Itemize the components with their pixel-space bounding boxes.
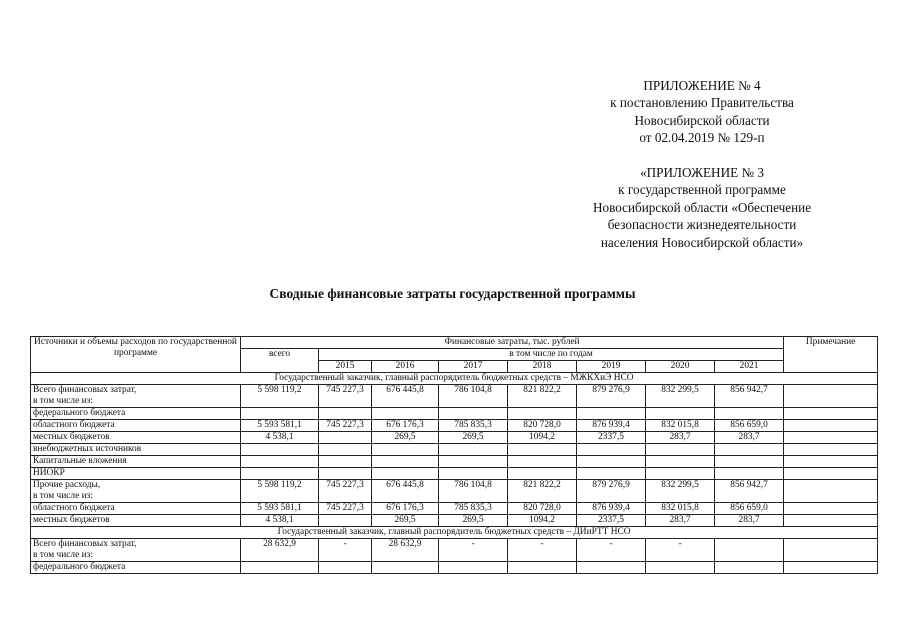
cell-note — [784, 432, 878, 444]
cell-v2018: 820 728,0 — [508, 503, 577, 515]
cell-v2019 — [577, 562, 646, 574]
cell-v2017: 786 104,8 — [439, 385, 508, 408]
cell-v2018: 1094,2 — [508, 432, 577, 444]
table-row — [31, 515, 878, 527]
cell-v2016: 269,5 — [372, 432, 439, 444]
cell-v2021: 283,7 — [715, 515, 784, 527]
row-label: местных бюджетов — [31, 432, 241, 444]
cell-note — [784, 480, 878, 503]
cell-v2020: 283,7 — [646, 515, 715, 527]
table-row — [31, 456, 878, 468]
cell-v2021: 856 659,0 — [715, 503, 784, 515]
cell-v2018 — [508, 468, 577, 480]
cell-v2015: 745 227,3 — [319, 420, 372, 432]
row-label: федерального бюджета — [31, 408, 241, 420]
cell-v2017: 785 835,3 — [439, 503, 508, 515]
section-title: Государственный заказчик, главный распорядитель бюджетных средств – МЖКХиЭ НСО — [31, 373, 878, 385]
cell-v2017 — [439, 444, 508, 456]
cell-note — [784, 408, 878, 420]
cell-total — [241, 456, 319, 468]
cell-v2017: 269,5 — [439, 432, 508, 444]
cell-note — [784, 444, 878, 456]
cell-v2019: 876 939,4 — [577, 420, 646, 432]
cell-v2021: 856 942,7 — [715, 480, 784, 503]
cell-v2018: - — [508, 539, 577, 562]
cell-v2021: 283,7 — [715, 432, 784, 444]
cell-total: 4 538,1 — [241, 515, 319, 527]
document-title: Сводные финансовые затраты государственной программы — [269, 286, 636, 301]
cell-v2015: 745 227,3 — [319, 385, 372, 408]
cell-v2019 — [577, 408, 646, 420]
cell-v2016: 676 176,3 — [372, 503, 439, 515]
row-label: Всего финансовых затрат, в том числе из: — [31, 385, 241, 408]
cell-v2015: 745 227,3 — [319, 480, 372, 503]
row-label: Всего финансовых затрат, в том числе из: — [31, 539, 241, 562]
cell-v2015: - — [319, 539, 372, 562]
row-label: Прочие расходы, в том числе из: — [31, 480, 241, 503]
table-row — [31, 408, 878, 420]
cell-v2020 — [646, 562, 715, 574]
cell-v2017: 269,5 — [439, 515, 508, 527]
cell-v2019: 879 276,9 — [577, 480, 646, 503]
cell-v2017 — [439, 456, 508, 468]
cell-v2019 — [577, 456, 646, 468]
cell-v2019: - — [577, 539, 646, 562]
cell-v2018: 820 728,0 — [508, 420, 577, 432]
cell-v2015: 745 227,3 — [319, 503, 372, 515]
table-row — [31, 385, 878, 408]
col-header-year: 2015 — [319, 361, 372, 373]
financial-table — [30, 336, 878, 574]
table-row — [31, 444, 878, 456]
cell-v2016: 676 176,3 — [372, 420, 439, 432]
header-line: к постановлению Правительства — [610, 95, 794, 111]
cell-v2021 — [715, 539, 784, 562]
cell-v2018 — [508, 456, 577, 468]
cell-v2021: 856 942,7 — [715, 385, 784, 408]
appendix-4-header — [557, 77, 847, 147]
cell-v2016: 676 445,8 — [372, 480, 439, 503]
col-header-year: 2016 — [372, 361, 439, 373]
row-label: местных бюджетов — [31, 515, 241, 527]
cell-note — [784, 468, 878, 480]
col-header-year: 2018 — [508, 361, 577, 373]
cell-v2018 — [508, 408, 577, 420]
cell-v2020: 832 299,5 — [646, 480, 715, 503]
col-header-year: 2021 — [715, 361, 784, 373]
table-header-row — [31, 337, 878, 349]
row-label: федерального бюджета — [31, 562, 241, 574]
cell-v2019: 879 276,9 — [577, 385, 646, 408]
table-row — [31, 562, 878, 574]
cell-v2017 — [439, 408, 508, 420]
appendix-3-header — [557, 164, 847, 251]
cell-v2016 — [372, 562, 439, 574]
col-header-costs: Финансовые затраты, тыс. рублей — [241, 337, 784, 349]
table-row — [31, 420, 878, 432]
col-header-year: 2019 — [577, 361, 646, 373]
header-line: населения Новосибирской области» — [600, 234, 804, 250]
table-row — [31, 503, 878, 515]
cell-v2019 — [577, 468, 646, 480]
cell-note — [784, 385, 878, 408]
cell-total: 5 593 581,1 — [241, 503, 319, 515]
table-row — [31, 539, 878, 562]
cell-total: 4 538,1 — [241, 432, 319, 444]
cell-note — [784, 539, 878, 562]
cell-note — [784, 515, 878, 527]
col-header-year: 2017 — [439, 361, 508, 373]
cell-note — [784, 503, 878, 515]
row-label: областного бюджета — [31, 420, 241, 432]
cell-v2015 — [319, 456, 372, 468]
cell-note — [784, 456, 878, 468]
col-header-years-group: в том числе по годам — [319, 349, 784, 361]
section-row — [31, 373, 878, 385]
cell-v2017: 785 835,3 — [439, 420, 508, 432]
cell-v2021 — [715, 468, 784, 480]
cell-v2021 — [715, 408, 784, 420]
header-line: ПРИЛОЖЕНИЕ № 4 — [643, 78, 761, 93]
cell-total — [241, 468, 319, 480]
cell-v2020: 283,7 — [646, 432, 715, 444]
cell-v2015 — [319, 444, 372, 456]
row-label: Капитальные вложения — [31, 456, 241, 468]
cell-total — [241, 408, 319, 420]
cell-v2020: 832 015,8 — [646, 420, 715, 432]
header-line: к государственной программе — [618, 182, 786, 198]
cell-v2016 — [372, 456, 439, 468]
table-row — [31, 468, 878, 480]
cell-v2015 — [319, 408, 372, 420]
cell-v2018 — [508, 562, 577, 574]
cell-v2018: 1094,2 — [508, 515, 577, 527]
cell-total: 5 593 581,1 — [241, 420, 319, 432]
cell-v2021 — [715, 444, 784, 456]
cell-v2019: 2337,5 — [577, 515, 646, 527]
row-label: областного бюджета — [31, 503, 241, 515]
col-header-note: Примечание — [784, 337, 878, 373]
col-header-total: всего — [241, 349, 319, 373]
cell-v2015 — [319, 515, 372, 527]
table-body — [31, 373, 878, 574]
header-line: безопасности жизнедеятельности — [607, 217, 797, 233]
cell-note — [784, 420, 878, 432]
row-label: НИОКР — [31, 468, 241, 480]
cell-v2020 — [646, 456, 715, 468]
cell-v2020: 832 015,8 — [646, 503, 715, 515]
cell-v2020: - — [646, 539, 715, 562]
header-line: Новосибирской области «Обеспечение — [592, 199, 812, 215]
cell-v2016: 676 445,8 — [372, 385, 439, 408]
col-header-source: Источники и объемы расходов по государственной программе — [31, 337, 241, 373]
cell-v2016: 269,5 — [372, 515, 439, 527]
col-header-year: 2020 — [646, 361, 715, 373]
header-line: от 02.04.2019 № 129-п — [639, 130, 765, 146]
cell-v2018: 821 822,2 — [508, 480, 577, 503]
cell-v2017 — [439, 562, 508, 574]
cell-v2020 — [646, 408, 715, 420]
cell-v2018: 821 822,2 — [508, 385, 577, 408]
table-row — [31, 432, 878, 444]
cell-v2016 — [372, 468, 439, 480]
cell-v2017 — [439, 468, 508, 480]
cell-v2017: 786 104,8 — [439, 480, 508, 503]
cell-v2018 — [508, 444, 577, 456]
cell-v2015 — [319, 468, 372, 480]
header-line: Новосибирской области — [634, 112, 770, 128]
cell-v2016: 28 632,9 — [372, 539, 439, 562]
cell-v2015 — [319, 432, 372, 444]
cell-v2015 — [319, 562, 372, 574]
cell-total: 5 598 119,2 — [241, 480, 319, 503]
cell-note — [784, 562, 878, 574]
cell-v2019 — [577, 444, 646, 456]
cell-total — [241, 444, 319, 456]
section-title: Государственный заказчик, главный распорядитель бюджетных средств – ДИиРТТ НСО — [31, 527, 878, 539]
cell-v2021 — [715, 562, 784, 574]
cell-v2021: 856 659,0 — [715, 420, 784, 432]
header-line: «ПРИЛОЖЕНИЕ № 3 — [640, 165, 764, 180]
cell-v2021 — [715, 456, 784, 468]
cell-v2016 — [372, 408, 439, 420]
cell-total: 28 632,9 — [241, 539, 319, 562]
cell-v2016 — [372, 444, 439, 456]
row-label: внебюджетных источников — [31, 444, 241, 456]
section-row — [31, 527, 878, 539]
cell-v2020: 832 299,5 — [646, 385, 715, 408]
cell-v2017: - — [439, 539, 508, 562]
cell-v2020 — [646, 444, 715, 456]
cell-v2020 — [646, 468, 715, 480]
cell-total: 5 598 119,2 — [241, 385, 319, 408]
cell-v2019: 2337,5 — [577, 432, 646, 444]
cell-total — [241, 562, 319, 574]
cell-v2019: 876 939,4 — [577, 503, 646, 515]
table-row — [31, 480, 878, 503]
